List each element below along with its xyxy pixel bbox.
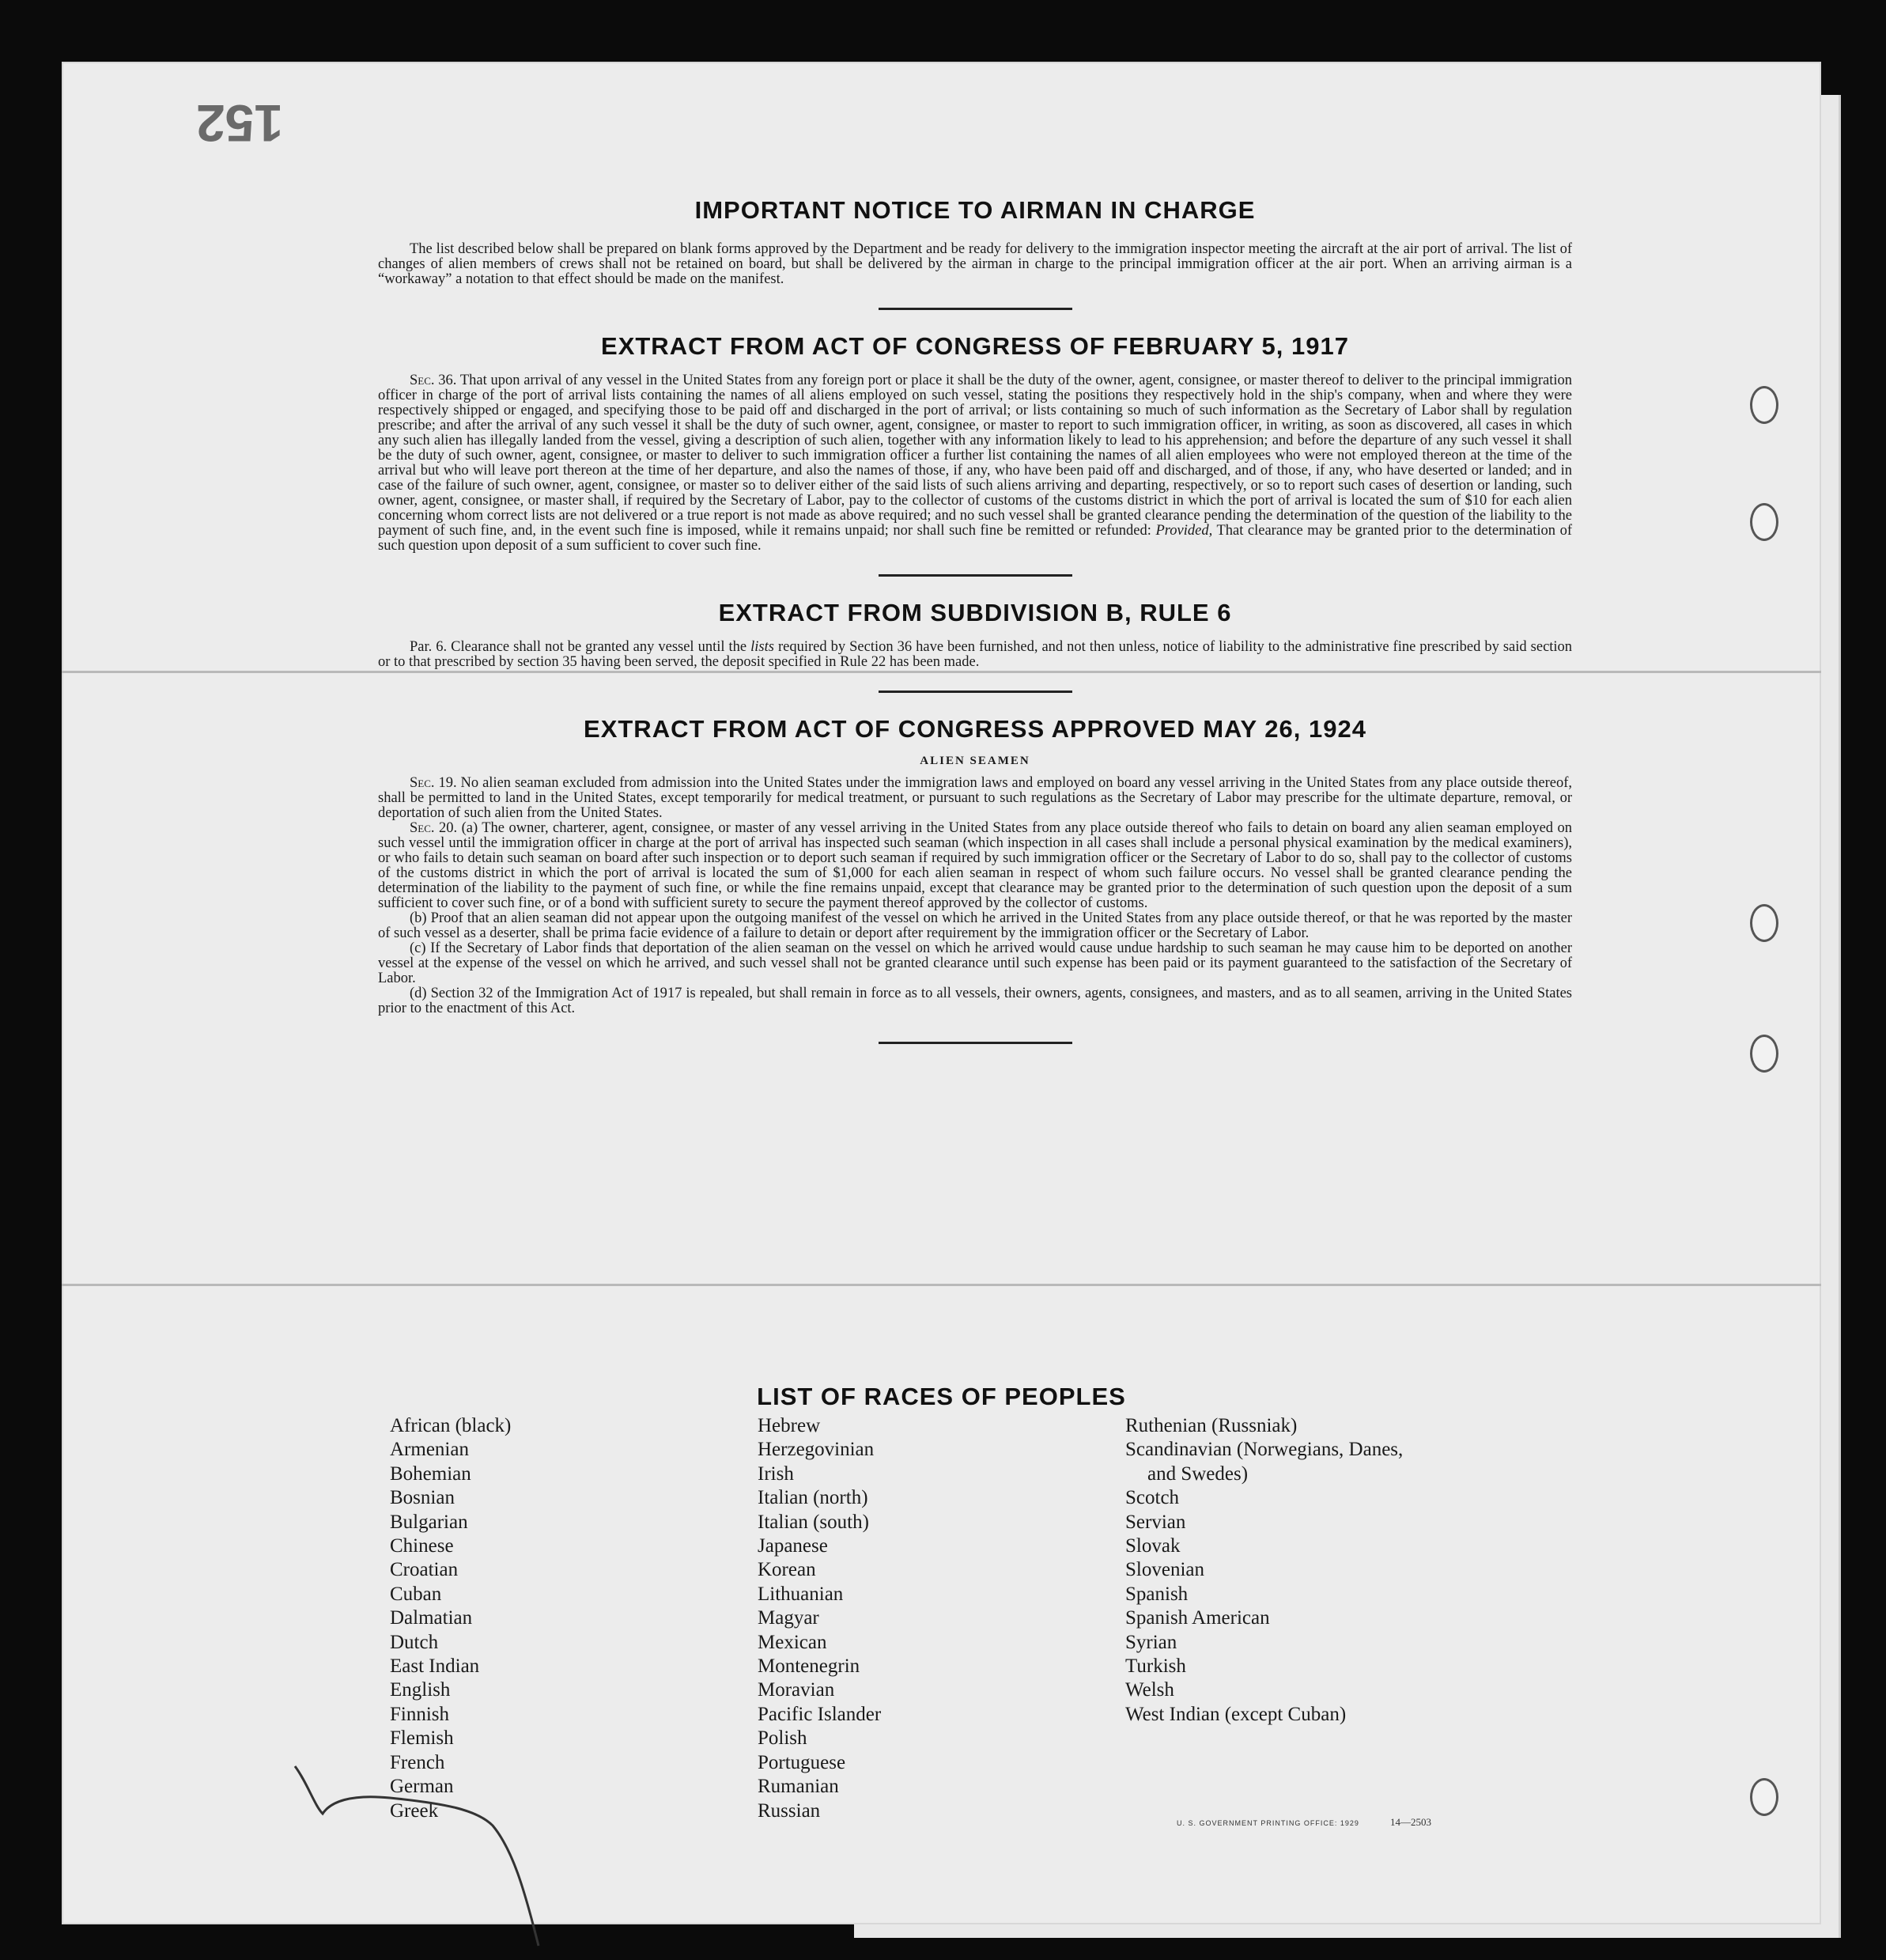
races-column-3 [1125,1414,1403,1727]
section-label: Sec. 19. [410,775,457,791]
race-item: Croatian [390,1559,459,1581]
sec19-text: No alien seaman excluded from admission into the United States under the immigration laws and employed on board any vessel arriving in the United States from any place outside thereof, shall be permitted to land in the United States, except temporarily for medical treatment, or pursuant to such regulations as the Secretary of Labor may prescribe for the ultimate departure, removal, or deportation of such alien from the United States. [378,775,1573,821]
races-column-3-bottom [1125,1486,1403,1727]
rule6-text-a: Clearance shall not be granted any vessel until the [451,639,747,655]
race-item: Scotch [1125,1487,1180,1509]
punch-hole [1750,503,1778,541]
fold-line [62,1284,1821,1286]
sec20d-paragraph: (d) Section 32 of the Immigration Act of 1917 is repealed, but shall remain in force as to all vessels, their owners, agents, consignees, and masters, and as to all seamen, arriving in the United States prior to the enactment of this Act. [378,986,1572,1016]
race-item: Montenegrin [758,1655,860,1678]
printing-office-imprint: U. S. GOVERNMENT PRINTING OFFICE: 1929 [1177,1819,1359,1827]
divider [879,691,1072,693]
races-column-2 [758,1414,881,1823]
race-item: Hebrew [758,1415,821,1436]
rule6-text-b: required by Section 36 have been furnished, and not then unless, notice of liability to the administrative fine prescribed by said section or to that prescribed by section 35 having been served, the deposit specified in Rule 22 has been made. [378,639,1573,670]
divider [879,1042,1072,1044]
sec20a-paragraph [378,821,1572,911]
race-item: Rumanian [758,1776,839,1798]
race-item: Pacific Islander [758,1703,882,1725]
paragraph-label: Par. 6. [410,639,448,655]
extract-1917-title: EXTRACT FROM ACT OF CONGRESS OF FEBRUARY 5, 1917 [601,332,1349,360]
race-item: Polish [758,1727,807,1750]
document-page [62,62,1821,1924]
sec20b-paragraph: (b) Proof that an alien seaman did not appear upon the outgoing manifest of the vessel on which he arrived in the United States from any place outside thereof, or that he was reported by the master of such vessel as a deserter, shall be prima facie evidence of a failure to detain or deport after requirement by the immigration officer or the Secretary of Labor. [378,910,1572,941]
rule6-section [378,599,1572,670]
race-item: French [390,1751,445,1773]
race-item: East Indian [390,1655,480,1678]
race-item: Portuguese [758,1751,846,1773]
extract-1924-title: EXTRACT FROM ACT OF CONGRESS APPROVED MAY 26, 1924 [584,715,1366,743]
extract-1917-text-a: That upon arrival of any vessel in the United States from any foreign port or place it shall be the duty of the owner, agent, consignee, or master thereof to deliver to the principal immigration officer in charge of the port of arrival lists containing the names of all aliens employed on such vessel, stating the positions they respectively hold in the ship's company, when and where they were respectively shipped or engaged, and specifying those to be paid off and discharged in the port of arrival; or lists containing so much of such information as the Secretary of Labor shall by regulation prescribe; and after the arrival of any such vessel it shall be the duty of such owner, agent, consignee, or master to report to such immigration officer, in writing, as soon as discovered, all cases in which any such alien has illegally landed from the vessel, giving a description of such alien, together with any information likely to lead to his apprehension; and before the departure of any such vessel it shall be the duty of such owner, agent, consignee, or master to deliver to such immigration officer a further list containing the names of all alien employees who were not employed thereon at the time of the arrival but who will leave port thereon at the time of her departure, and also the names of those, if any, who have been paid off and discharged, and of those, if any, who have deserted or landed; and in case of the failure of such owner, agent, consignee, or master so to deliver either of the said lists of such aliens arriving and departing, respectively, or so to report such cases of desertion or landing, such owner, agent, consignee, or master shall, if required by the Secretary of Labor, pay to the collector of customs of the customs district in which the port of arrival is located the sum of $10 for each alien concerning whom correct lists are not delivered or a true report is not made as above required; and no such vessel shall be granted clearance pending the determination of the question of the liability to the payment of such fine, and, in the event such fine is imposed, while it remains unpaid; nor shall such fine be remitted or refunded: [378,373,1572,539]
race-item: English [390,1679,451,1701]
race-item: Dalmatian [390,1607,473,1629]
section-label: Sec. 20. [410,820,458,836]
race-item: Korean [758,1559,816,1581]
race-item: Servian [1125,1511,1186,1533]
extract-1917-body [378,373,1572,554]
race-item: Scandinavian (Norwegians, Danes, [1125,1439,1404,1461]
rule6-body [378,640,1572,670]
race-item: Lithuanian [758,1583,844,1605]
race-item: German [390,1776,454,1798]
punch-hole [1750,386,1778,424]
alien-seamen-subtitle: ALIEN SEAMEN [920,755,1030,767]
form-number: 14—2503 [1390,1816,1431,1828]
race-item: Turkish [1125,1655,1186,1678]
punch-hole [1750,1035,1778,1073]
race-item: Finnish [390,1703,450,1725]
race-item: Slovenian [1125,1559,1204,1581]
notice-title: IMPORTANT NOTICE TO AIRMAN IN CHARGE [694,196,1256,224]
extract-1917-text-b: That clearance may be granted prior to the determination of such question upon deposit of a sum sufficient to cover such fine. [378,523,1572,554]
race-item: Russian [758,1799,821,1822]
race-item: Syrian [1125,1631,1177,1653]
extract-1917-section [378,332,1572,554]
race-item: Armenian [390,1439,469,1461]
divider [879,574,1072,577]
race-item: West Indian (except Cuban) [1125,1703,1347,1725]
sec20c-paragraph: (c) If the Secretary of Labor finds that deportation of the alien seaman on the vessel on which he arrived would cause undue hardship to such seaman he may cause him to be deported on another vessel at the expense of the vessel on which he arrived, and such vessel shall not be granted clearance until such expense has been paid or its payment guaranteed to the satisfaction of the Secretary of Labor. [378,940,1572,986]
race-item: Irish [758,1462,794,1485]
notice-section [378,196,1572,287]
lists-term: lists [750,639,774,655]
pen-mark [287,1762,548,1952]
provided-term: Provided, [1155,523,1213,539]
race-item: Slovak [1125,1535,1181,1557]
race-item: Ruthenian (Russniak) [1125,1415,1298,1436]
extract-1924-section [378,715,1572,1016]
race-item: Dutch [390,1631,439,1653]
section-label: Sec. 36. [410,373,457,388]
race-item: Magyar [758,1607,819,1629]
race-item-continued: and Swedes) [1147,1462,1249,1485]
race-item: Mexican [758,1631,827,1653]
race-item: Bulgarian [390,1511,468,1533]
race-item: Moravian [758,1679,835,1701]
race-item: Cuban [390,1583,442,1605]
notice-body: The list described below shall be prepared on blank forms approved by the Department and be ready for delivery to the immigration inspector meeting the aircraft at the air port of arrival. The list of changes of alien members of crews shall not be retained on board, but shall be delivered by the airman in charge to the principal immigration officer at the air port. When an arriving airman is a “workaway” a notation to that effect should be made on the manifest. [378,241,1572,287]
race-item: Greek [390,1799,439,1822]
sec19-paragraph [378,776,1572,821]
race-item: Chinese [390,1535,454,1557]
page-number: 152 [196,94,284,153]
races-title: LIST OF RACES OF PEOPLES [757,1383,1126,1410]
race-item: Italian (north) [758,1487,868,1509]
races-column-3-top [1125,1414,1403,1462]
race-item: African (black) [390,1415,512,1436]
race-item: Flemish [390,1727,454,1750]
race-item: Bohemian [390,1462,471,1485]
race-item: Italian (south) [758,1511,869,1533]
punch-hole [1750,1778,1778,1816]
race-item: Japanese [758,1535,828,1557]
race-item: Herzegovinian [758,1439,875,1461]
document-body [378,196,1572,1066]
race-item: Welsh [1125,1679,1174,1701]
punch-hole [1750,904,1778,942]
race-item: Spanish [1125,1583,1189,1605]
race-item: Bosnian [390,1487,455,1509]
race-item: Spanish American [1125,1607,1270,1629]
sec20a-text: (a) The owner, charterer, agent, consignee, or master of any vessel arriving in the United States from any place outside thereof who fails to detain on board any alien seaman employed on such vessel until the immigration officer in charge at the port of arrival has inspected such seaman (which inspection in all cases shall include a personal physical examination by the medical examiners), or who fails to detain such seaman on board after such inspection or to deport such seaman if required by such immigration officer or the Secretary of Labor to do so, shall pay to the collector of customs of the customs district in which the port of arrival is located the sum of $1,000 for each alien seaman in respect of whom such failure occurs. No vessel shall be granted clearance pending the determination of the liability to the payment of such fine, or while the fine remains unpaid, except that clearance may be granted prior to the determination of such question upon the deposit of a sum sufficient to cover such fine, or of a bond with sufficient surety to secure the payment thereof approved by the collector of customs. [378,820,1573,911]
divider [879,308,1072,310]
rule6-title: EXTRACT FROM SUBDIVISION B, RULE 6 [718,599,1232,626]
